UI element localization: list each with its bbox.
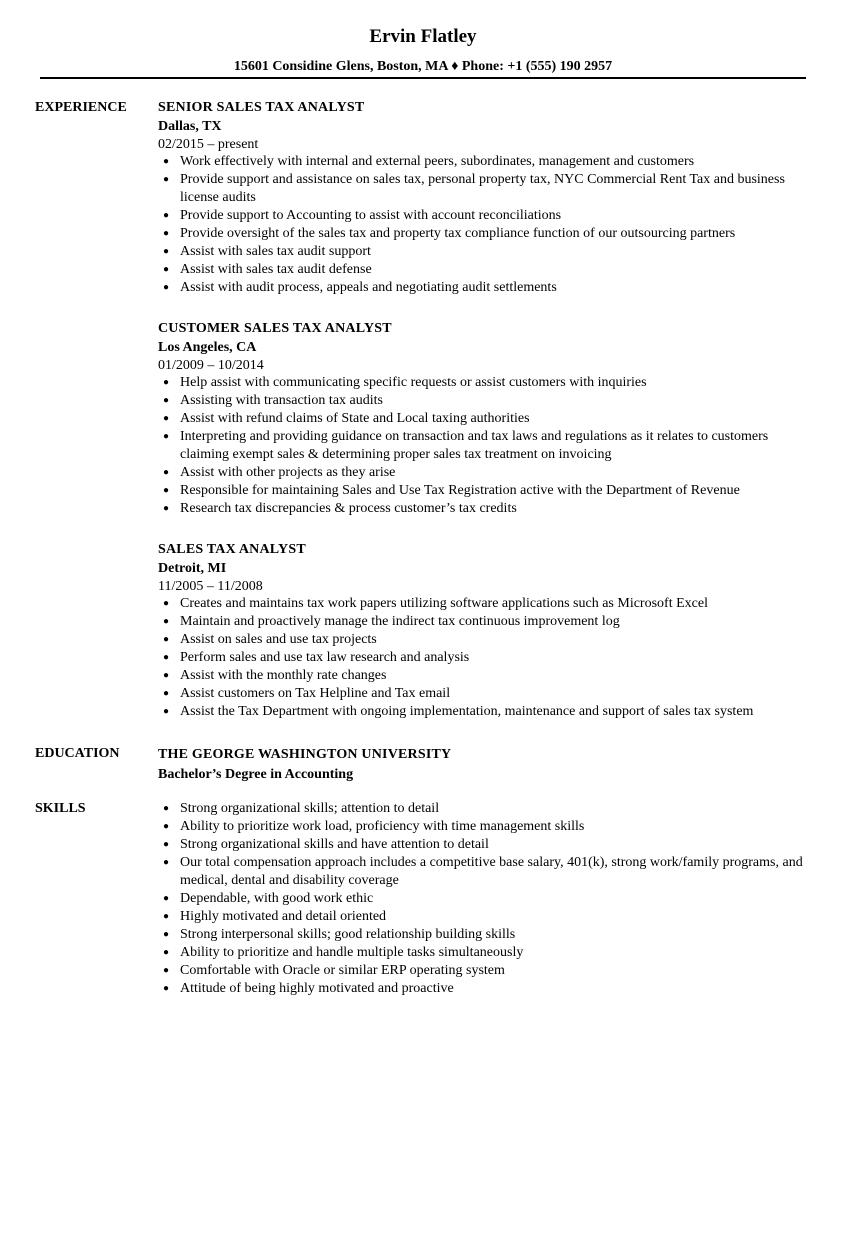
duty-item [158,207,818,225]
bullet-icon: ● [163,670,170,681]
bullet-icon: ● [163,803,170,814]
bullet-icon: ● [163,947,170,958]
candidate-name: Ervin Flatley [369,26,477,47]
job-title: SALES TAX ANALYST [158,542,306,557]
skill-item [158,980,818,998]
bullet-icon: ● [163,839,170,850]
skill-text: Strong organizational skills and have attention to detail [180,837,489,852]
education-heading: EDUCATION [35,746,120,761]
bullet-icon: ● [163,377,170,388]
duty-text: Provide oversight of the sales tax and property tax compliance function of our outsourcing partners [180,226,736,241]
bullet-icon: ● [163,965,170,976]
job-title: SENIOR SALES TAX ANALYST [158,100,365,115]
duty-text: Assist with audit process, appeals and negotiating audit settlements [180,280,557,295]
duty-item [158,171,818,207]
job-location: Los Angeles, CA [158,340,257,355]
skills-heading: SKILLS [35,801,86,816]
duty-text: Responsible for maintaining Sales and Use Tax Registration active with the Department of Revenue [180,483,740,498]
duty-item [158,392,818,410]
job-entry [158,99,818,297]
duty-item [158,631,818,649]
skill-item [158,890,818,908]
skill-item [158,818,818,836]
skill-item [158,962,818,980]
duty-text: Assist with other projects as they arise [180,465,396,480]
duty-item [158,428,818,464]
bullet-icon: ● [163,652,170,663]
bullet-icon: ● [163,174,170,185]
job-entry [158,320,818,518]
job-location: Detroit, MI [158,561,227,576]
duty-text: Perform sales and use tax law research and analysis [180,650,470,665]
school-name: THE GEORGE WASHINGTON UNIVERSITY [158,747,452,762]
job-dates: 11/2005 – 11/2008 [158,579,263,594]
duty-text: Work effectively with internal and external peers, subordinates, management and customers [180,154,695,169]
contact-line: 15601 Considine Glens, Boston, MA ♦ Phone: +1 (555) 190 2957 [233,59,613,74]
experience-heading: EXPERIENCE [35,100,127,115]
bullet-icon: ● [163,395,170,406]
duty-text: Maintain and proactively manage the indirect tax continuous improvement log [180,614,620,629]
bullet-icon: ● [163,246,170,257]
job-dates: 01/2009 – 10/2014 [158,358,264,373]
skill-text: Ability to prioritize and handle multiple tasks simultaneously [180,945,524,960]
skill-item [158,800,818,818]
skill-item [158,836,818,854]
job-duties [158,595,818,721]
duty-item [158,374,818,392]
bullet-icon: ● [163,228,170,239]
skill-text: Ability to prioritize work load, proficiency with time management skills [180,819,585,834]
duty-text: Help assist with communicating specific requests or assist customers with inquiries [180,375,647,390]
duty-item [158,410,818,428]
bullet-icon: ● [163,983,170,994]
skill-item [158,944,818,962]
duty-item [158,703,818,721]
duty-item [158,225,818,243]
duty-item [158,279,818,297]
bullet-icon: ● [163,634,170,645]
duty-text: Assist with sales tax audit defense [180,262,372,277]
duty-item [158,464,818,482]
duty-text: Assist with refund claims of State and Local taxing authorities [180,411,530,426]
job-duties [158,374,818,518]
job-entry [158,541,818,721]
duty-item [158,261,818,279]
duty-item [158,500,818,518]
skill-item [158,854,818,890]
duty-text: Interpreting and providing guidance on transaction and tax laws and regulations as it relates to customers claiming exempt sales & determining proper sales tax treatment on invoicing [180,429,769,462]
skill-text: Strong organizational skills; attention to detail [180,801,440,816]
skills-entry [158,800,818,998]
skill-text: Dependable, with good work ethic [180,891,374,906]
bullet-icon: ● [163,821,170,832]
skill-text: Comfortable with Oracle or similar ERP operating system [180,963,505,978]
bullet-icon: ● [163,616,170,627]
duty-text: Provide support and assistance on sales tax, personal property tax, NYC Commercial Rent Tax and business license audits [180,172,785,205]
bullet-icon: ● [163,503,170,514]
bullet-icon: ● [163,264,170,275]
bullet-icon: ● [163,413,170,424]
skill-text: Strong interpersonal skills; good relationship building skills [180,927,516,942]
duty-text: Research tax discrepancies & process customer’s tax credits [180,501,517,516]
skill-text: Highly motivated and detail oriented [180,909,387,924]
education-entry [158,745,818,785]
bullet-icon: ● [163,598,170,609]
bullet-icon: ● [163,431,170,442]
duty-item [158,153,818,171]
bullet-icon: ● [163,688,170,699]
duty-item [158,482,818,500]
bullet-icon: ● [163,156,170,167]
bullet-icon: ● [163,857,170,868]
job-dates: 02/2015 – present [158,137,259,152]
job-duties [158,153,818,297]
duty-text: Assisting with transaction tax audits [180,393,383,408]
bullet-icon: ● [163,911,170,922]
duty-item [158,613,818,631]
duty-text: Assist on sales and use tax projects [180,632,377,647]
duty-text: Assist with the monthly rate changes [180,668,387,683]
skill-item [158,908,818,926]
experience-list [158,99,818,744]
bullet-icon: ● [163,282,170,293]
skill-text: Our total compensation approach includes a competitive base salary, 401(k), strong work/family programs, and medical, dental and disability coverage [180,855,803,888]
bullet-icon: ● [163,485,170,496]
bullet-icon: ● [163,893,170,904]
duty-text: Assist customers on Tax Helpline and Tax email [180,686,451,701]
header-divider [40,77,806,79]
degree: Bachelor’s Degree in Accounting [158,767,354,782]
skill-text: Attitude of being highly motivated and proactive [180,981,454,996]
duty-text: Assist with sales tax audit support [180,244,371,259]
bullet-icon: ● [163,929,170,940]
duty-item [158,649,818,667]
skills-list [158,800,818,998]
job-location: Dallas, TX [158,119,222,134]
duty-text: Assist the Tax Department with ongoing implementation, maintenance and support of sales tax system [180,704,754,719]
duty-item [158,667,818,685]
job-title: CUSTOMER SALES TAX ANALYST [158,321,392,336]
bullet-icon: ● [163,467,170,478]
duty-text: Provide support to Accounting to assist with account reconciliations [180,208,562,223]
duty-item [158,243,818,261]
duty-item [158,685,818,703]
skill-item [158,926,818,944]
bullet-icon: ● [163,706,170,717]
duty-item [158,595,818,613]
bullet-icon: ● [163,210,170,221]
duty-text: Creates and maintains tax work papers utilizing software applications such as Microsoft Excel [180,596,708,611]
